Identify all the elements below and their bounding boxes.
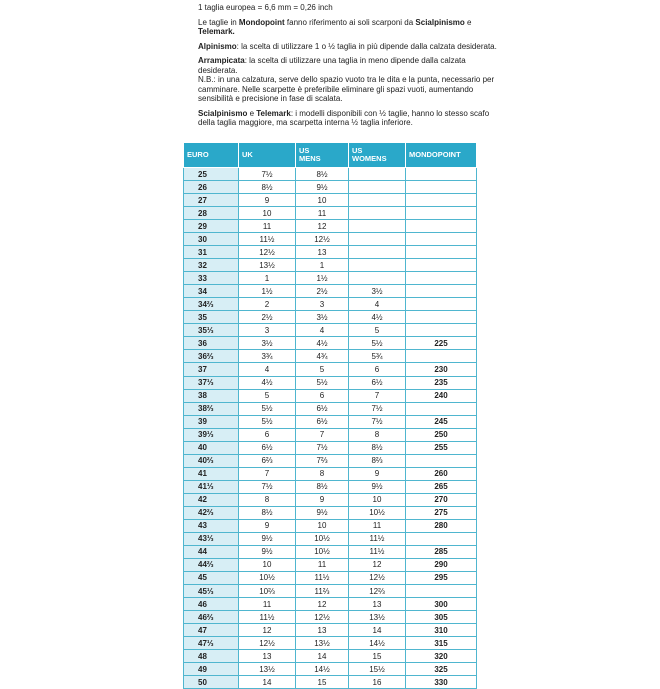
cell-mondopoint: 225 bbox=[406, 337, 477, 350]
cell-uk: 9 bbox=[239, 519, 296, 532]
cell-us-mens: 11 bbox=[296, 207, 349, 220]
cell-euro: 31 bbox=[184, 246, 239, 259]
cell-us-mens: 11½ bbox=[296, 571, 349, 584]
cell-euro: 36 bbox=[184, 337, 239, 350]
cell-us-womens bbox=[349, 259, 406, 272]
table-row bbox=[184, 259, 477, 272]
cell-us-womens: 12 bbox=[349, 558, 406, 571]
cell-us-womens: 12½ bbox=[349, 571, 406, 584]
cell-uk: 8½ bbox=[239, 181, 296, 194]
cell-uk: 9½ bbox=[239, 545, 296, 558]
cell-us-womens: 7½ bbox=[349, 415, 406, 428]
cell-us-womens: 9½ bbox=[349, 480, 406, 493]
cell-euro: 29 bbox=[184, 220, 239, 233]
cell-uk: 13½ bbox=[239, 259, 296, 272]
table-row bbox=[184, 324, 477, 337]
cell-us-mens: 5 bbox=[296, 363, 349, 376]
cell-uk: 7½ bbox=[239, 168, 296, 181]
cell-uk: 5½ bbox=[239, 402, 296, 415]
cell-uk: 12 bbox=[239, 624, 296, 637]
cell-euro: 36⅔ bbox=[184, 350, 239, 363]
cell-euro: 44⅔ bbox=[184, 558, 239, 571]
cell-euro: 47⅓ bbox=[184, 637, 239, 650]
cell-us-mens: 12 bbox=[296, 598, 349, 611]
cell-euro: 38 bbox=[184, 389, 239, 402]
cell-euro: 39 bbox=[184, 415, 239, 428]
header-mondopoint: MONDOPOINT bbox=[406, 143, 477, 168]
cell-mondopoint: 255 bbox=[406, 441, 477, 454]
table-row bbox=[184, 181, 477, 194]
cell-mondopoint bbox=[406, 168, 477, 181]
cell-uk: 10⅔ bbox=[239, 585, 296, 598]
table-row bbox=[184, 598, 477, 611]
cell-uk: 10½ bbox=[239, 571, 296, 584]
cell-mondopoint bbox=[406, 532, 477, 545]
cell-us-mens: 4¾ bbox=[296, 350, 349, 363]
table-row bbox=[184, 585, 477, 598]
cell-us-womens bbox=[349, 246, 406, 259]
cell-mondopoint bbox=[406, 324, 477, 337]
cell-us-mens: 9½ bbox=[296, 181, 349, 194]
cell-us-mens: 6½ bbox=[296, 402, 349, 415]
cell-us-womens: 9 bbox=[349, 467, 406, 480]
cell-uk: 6 bbox=[239, 428, 296, 441]
table-row bbox=[184, 285, 477, 298]
cell-uk: 12½ bbox=[239, 637, 296, 650]
table-row bbox=[184, 415, 477, 428]
table-row bbox=[184, 194, 477, 207]
table-row bbox=[184, 363, 477, 376]
cell-euro: 37⅓ bbox=[184, 376, 239, 389]
cell-mondopoint bbox=[406, 272, 477, 285]
cell-uk: 1 bbox=[239, 272, 296, 285]
cell-us-womens bbox=[349, 272, 406, 285]
cell-euro: 41⅓ bbox=[184, 480, 239, 493]
table-row bbox=[184, 480, 477, 493]
cell-uk: 11½ bbox=[239, 611, 296, 624]
table-header-row bbox=[184, 143, 477, 168]
cell-us-womens: 4 bbox=[349, 298, 406, 311]
header-us-mens: US MENS bbox=[296, 143, 349, 168]
cell-mondopoint: 280 bbox=[406, 519, 477, 532]
cell-us-mens: 15 bbox=[296, 676, 349, 689]
cell-us-mens: 5½ bbox=[296, 376, 349, 389]
cell-mondopoint bbox=[406, 585, 477, 598]
cell-mondopoint bbox=[406, 207, 477, 220]
cell-us-mens: 2½ bbox=[296, 285, 349, 298]
cell-us-mens: 11⅔ bbox=[296, 585, 349, 598]
table-row bbox=[184, 493, 477, 506]
cell-us-mens: 13 bbox=[296, 624, 349, 637]
table-row bbox=[184, 611, 477, 624]
cell-uk: 8½ bbox=[239, 506, 296, 519]
table-row bbox=[184, 650, 477, 663]
cell-uk: 6⅔ bbox=[239, 454, 296, 467]
cell-euro: 44 bbox=[184, 545, 239, 558]
table-row bbox=[184, 272, 477, 285]
cell-us-womens: 6 bbox=[349, 363, 406, 376]
cell-us-mens: 1½ bbox=[296, 272, 349, 285]
table-row bbox=[184, 389, 477, 402]
cell-uk: 9½ bbox=[239, 532, 296, 545]
cell-us-womens bbox=[349, 181, 406, 194]
cell-mondopoint: 315 bbox=[406, 637, 477, 650]
header-us-womens: US WOMENS bbox=[349, 143, 406, 168]
cell-uk: 1½ bbox=[239, 285, 296, 298]
conversion-note: 1 taglia europea = 6,6 mm = 0,26 inch bbox=[198, 3, 333, 12]
cell-mondopoint: 240 bbox=[406, 389, 477, 402]
table-row bbox=[184, 519, 477, 532]
cell-mondopoint bbox=[406, 181, 477, 194]
table-row bbox=[184, 637, 477, 650]
cell-mondopoint bbox=[406, 298, 477, 311]
cell-us-womens: 13½ bbox=[349, 611, 406, 624]
cell-us-womens bbox=[349, 194, 406, 207]
cell-us-mens: 14½ bbox=[296, 663, 349, 676]
cell-us-mens: 12½ bbox=[296, 233, 349, 246]
cell-mondopoint bbox=[406, 311, 477, 324]
cell-us-womens: 10 bbox=[349, 493, 406, 506]
cell-us-womens bbox=[349, 233, 406, 246]
cell-us-mens: 8½ bbox=[296, 480, 349, 493]
cell-uk: 10 bbox=[239, 558, 296, 571]
cell-mondopoint bbox=[406, 285, 477, 298]
cell-us-mens: 10 bbox=[296, 519, 349, 532]
scialpinismo-note: Scialpinismo e Telemark: i modelli disponibili con ½ taglie, hanno lo stesso scafo della taglia maggiore, ma scarpetta interna ½ taglia inferiore. bbox=[198, 108, 490, 127]
cell-us-mens: 8½ bbox=[296, 168, 349, 181]
cell-mondopoint: 330 bbox=[406, 676, 477, 689]
cell-us-mens: 4 bbox=[296, 324, 349, 337]
arrampicata-note: Arrampicata: la scelta di utilizzare una taglia in meno dipende dalla calzata desiderata. N.B.: in una calzatura, serve dello spazio vuoto tra le dita e la punta, necessario per camminare. Nelle scarpette è preferibile eliminare gli spazi vuoti, aumentando sensibilità e precisione in fase di scalata. bbox=[198, 56, 495, 103]
table-row bbox=[184, 545, 477, 558]
cell-us-mens: 12 bbox=[296, 220, 349, 233]
cell-mondopoint bbox=[406, 259, 477, 272]
table-row bbox=[184, 663, 477, 676]
cell-uk: 8 bbox=[239, 493, 296, 506]
cell-us-womens: 13 bbox=[349, 598, 406, 611]
cell-us-womens: 5¾ bbox=[349, 350, 406, 363]
table-row bbox=[184, 558, 477, 571]
cell-mondopoint: 310 bbox=[406, 624, 477, 637]
table-row bbox=[184, 454, 477, 467]
cell-mondopoint: 270 bbox=[406, 493, 477, 506]
cell-euro: 50 bbox=[184, 676, 239, 689]
cell-mondopoint: 230 bbox=[406, 363, 477, 376]
table-row bbox=[184, 220, 477, 233]
cell-mondopoint bbox=[406, 194, 477, 207]
cell-euro: 47 bbox=[184, 624, 239, 637]
cell-mondopoint bbox=[406, 220, 477, 233]
cell-euro: 48 bbox=[184, 650, 239, 663]
cell-us-mens: 9½ bbox=[296, 506, 349, 519]
cell-us-womens: 5½ bbox=[349, 337, 406, 350]
cell-us-womens: 4½ bbox=[349, 311, 406, 324]
cell-us-mens: 9 bbox=[296, 493, 349, 506]
cell-us-womens bbox=[349, 220, 406, 233]
cell-mondopoint: 260 bbox=[406, 467, 477, 480]
table-row bbox=[184, 428, 477, 441]
cell-uk: 2½ bbox=[239, 311, 296, 324]
cell-euro: 45⅓ bbox=[184, 585, 239, 598]
cell-euro: 39⅓ bbox=[184, 428, 239, 441]
table-row bbox=[184, 376, 477, 389]
cell-euro: 43⅓ bbox=[184, 532, 239, 545]
cell-us-womens: 6½ bbox=[349, 376, 406, 389]
cell-euro: 32 bbox=[184, 259, 239, 272]
cell-uk: 3 bbox=[239, 324, 296, 337]
cell-mondopoint: 305 bbox=[406, 611, 477, 624]
cell-uk: 7 bbox=[239, 467, 296, 480]
cell-uk: 14 bbox=[239, 676, 296, 689]
cell-us-womens: 8 bbox=[349, 428, 406, 441]
cell-uk: 13½ bbox=[239, 663, 296, 676]
cell-us-mens: 13 bbox=[296, 246, 349, 259]
cell-us-womens: 14½ bbox=[349, 637, 406, 650]
cell-uk: 4½ bbox=[239, 376, 296, 389]
cell-uk: 5 bbox=[239, 389, 296, 402]
cell-us-mens: 3 bbox=[296, 298, 349, 311]
cell-euro: 42 bbox=[184, 493, 239, 506]
cell-euro: 42⅔ bbox=[184, 506, 239, 519]
cell-uk: 11½ bbox=[239, 233, 296, 246]
cell-mondopoint: 325 bbox=[406, 663, 477, 676]
cell-us-mens: 1 bbox=[296, 259, 349, 272]
cell-mondopoint bbox=[406, 350, 477, 363]
header-euro: EURO bbox=[184, 143, 239, 168]
cell-us-womens: 12⅔ bbox=[349, 585, 406, 598]
cell-us-womens: 7½ bbox=[349, 402, 406, 415]
table-row bbox=[184, 207, 477, 220]
cell-euro: 49 bbox=[184, 663, 239, 676]
cell-us-mens: 4½ bbox=[296, 337, 349, 350]
cell-uk: 3¾ bbox=[239, 350, 296, 363]
cell-mondopoint: 275 bbox=[406, 506, 477, 519]
cell-euro: 43 bbox=[184, 519, 239, 532]
cell-mondopoint: 265 bbox=[406, 480, 477, 493]
cell-uk: 11 bbox=[239, 220, 296, 233]
table-row bbox=[184, 467, 477, 480]
cell-euro: 40⅔ bbox=[184, 454, 239, 467]
cell-us-womens: 11½ bbox=[349, 545, 406, 558]
cell-us-mens: 10½ bbox=[296, 532, 349, 545]
cell-uk: 11 bbox=[239, 598, 296, 611]
cell-euro: 28 bbox=[184, 207, 239, 220]
size-conversion-table bbox=[183, 142, 477, 689]
table-row bbox=[184, 624, 477, 637]
cell-euro: 45 bbox=[184, 571, 239, 584]
cell-mondopoint: 300 bbox=[406, 598, 477, 611]
cell-mondopoint: 235 bbox=[406, 376, 477, 389]
header-uk: UK bbox=[239, 143, 296, 168]
cell-uk: 12½ bbox=[239, 246, 296, 259]
cell-euro: 26 bbox=[184, 181, 239, 194]
cell-us-womens: 8½ bbox=[349, 441, 406, 454]
intro-text bbox=[198, 3, 498, 133]
cell-uk: 13 bbox=[239, 650, 296, 663]
cell-us-womens: 5 bbox=[349, 324, 406, 337]
cell-mondopoint bbox=[406, 246, 477, 259]
cell-us-womens bbox=[349, 168, 406, 181]
table-row bbox=[184, 441, 477, 454]
table-row bbox=[184, 233, 477, 246]
cell-uk: 4 bbox=[239, 363, 296, 376]
cell-us-mens: 6 bbox=[296, 389, 349, 402]
table-row bbox=[184, 402, 477, 415]
cell-euro: 46⅔ bbox=[184, 611, 239, 624]
cell-euro: 33 bbox=[184, 272, 239, 285]
cell-euro: 35⅓ bbox=[184, 324, 239, 337]
alpinismo-note: Alpinismo: la scelta di utilizzare 1 o ½ taglia in più dipende dalla calzata desiderata. bbox=[198, 41, 497, 51]
cell-us-womens: 7 bbox=[349, 389, 406, 402]
cell-euro: 41 bbox=[184, 467, 239, 480]
cell-euro: 34 bbox=[184, 285, 239, 298]
cell-uk: 2 bbox=[239, 298, 296, 311]
cell-us-mens: 11 bbox=[296, 558, 349, 571]
cell-euro: 27 bbox=[184, 194, 239, 207]
cell-us-womens: 15 bbox=[349, 650, 406, 663]
cell-us-womens: 10½ bbox=[349, 506, 406, 519]
cell-us-womens: 8⅔ bbox=[349, 454, 406, 467]
cell-us-womens: 11 bbox=[349, 519, 406, 532]
table-row bbox=[184, 337, 477, 350]
cell-us-mens: 7⅔ bbox=[296, 454, 349, 467]
cell-us-womens bbox=[349, 207, 406, 220]
cell-uk: 5½ bbox=[239, 415, 296, 428]
cell-euro: 34⅔ bbox=[184, 298, 239, 311]
cell-us-mens: 14 bbox=[296, 650, 349, 663]
cell-us-mens: 6½ bbox=[296, 415, 349, 428]
cell-mondopoint: 285 bbox=[406, 545, 477, 558]
cell-us-mens: 7½ bbox=[296, 441, 349, 454]
table-row bbox=[184, 350, 477, 363]
cell-euro: 30 bbox=[184, 233, 239, 246]
cell-uk: 9 bbox=[239, 194, 296, 207]
cell-uk: 10 bbox=[239, 207, 296, 220]
table-row bbox=[184, 676, 477, 689]
cell-us-womens: 3½ bbox=[349, 285, 406, 298]
cell-euro: 25 bbox=[184, 168, 239, 181]
cell-us-mens: 8 bbox=[296, 467, 349, 480]
table-row bbox=[184, 246, 477, 259]
cell-us-mens: 10 bbox=[296, 194, 349, 207]
cell-uk: 6½ bbox=[239, 441, 296, 454]
cell-us-mens: 3½ bbox=[296, 311, 349, 324]
cell-us-mens: 7 bbox=[296, 428, 349, 441]
cell-euro: 46 bbox=[184, 598, 239, 611]
cell-mondopoint bbox=[406, 402, 477, 415]
cell-us-womens: 15½ bbox=[349, 663, 406, 676]
cell-mondopoint: 295 bbox=[406, 571, 477, 584]
cell-uk: 7½ bbox=[239, 480, 296, 493]
table-row bbox=[184, 298, 477, 311]
cell-euro: 35 bbox=[184, 311, 239, 324]
cell-mondopoint: 245 bbox=[406, 415, 477, 428]
cell-euro: 37 bbox=[184, 363, 239, 376]
table-row bbox=[184, 532, 477, 545]
cell-euro: 38⅔ bbox=[184, 402, 239, 415]
table-row bbox=[184, 506, 477, 519]
cell-us-mens: 13½ bbox=[296, 637, 349, 650]
cell-mondopoint bbox=[406, 233, 477, 246]
cell-us-mens: 12½ bbox=[296, 611, 349, 624]
table-row bbox=[184, 571, 477, 584]
cell-us-womens: 14 bbox=[349, 624, 406, 637]
cell-us-womens: 11½ bbox=[349, 532, 406, 545]
table-row bbox=[184, 311, 477, 324]
cell-mondopoint: 320 bbox=[406, 650, 477, 663]
cell-euro: 40 bbox=[184, 441, 239, 454]
cell-uk: 3½ bbox=[239, 337, 296, 350]
mondopoint-note: Le taglie in Mondopoint fanno riferimento ai soli scarponi da Scialpinismo e Telemark. bbox=[198, 17, 472, 36]
cell-mondopoint: 250 bbox=[406, 428, 477, 441]
cell-mondopoint bbox=[406, 454, 477, 467]
cell-us-womens: 16 bbox=[349, 676, 406, 689]
cell-us-mens: 10½ bbox=[296, 545, 349, 558]
table-row bbox=[184, 168, 477, 181]
cell-mondopoint: 290 bbox=[406, 558, 477, 571]
